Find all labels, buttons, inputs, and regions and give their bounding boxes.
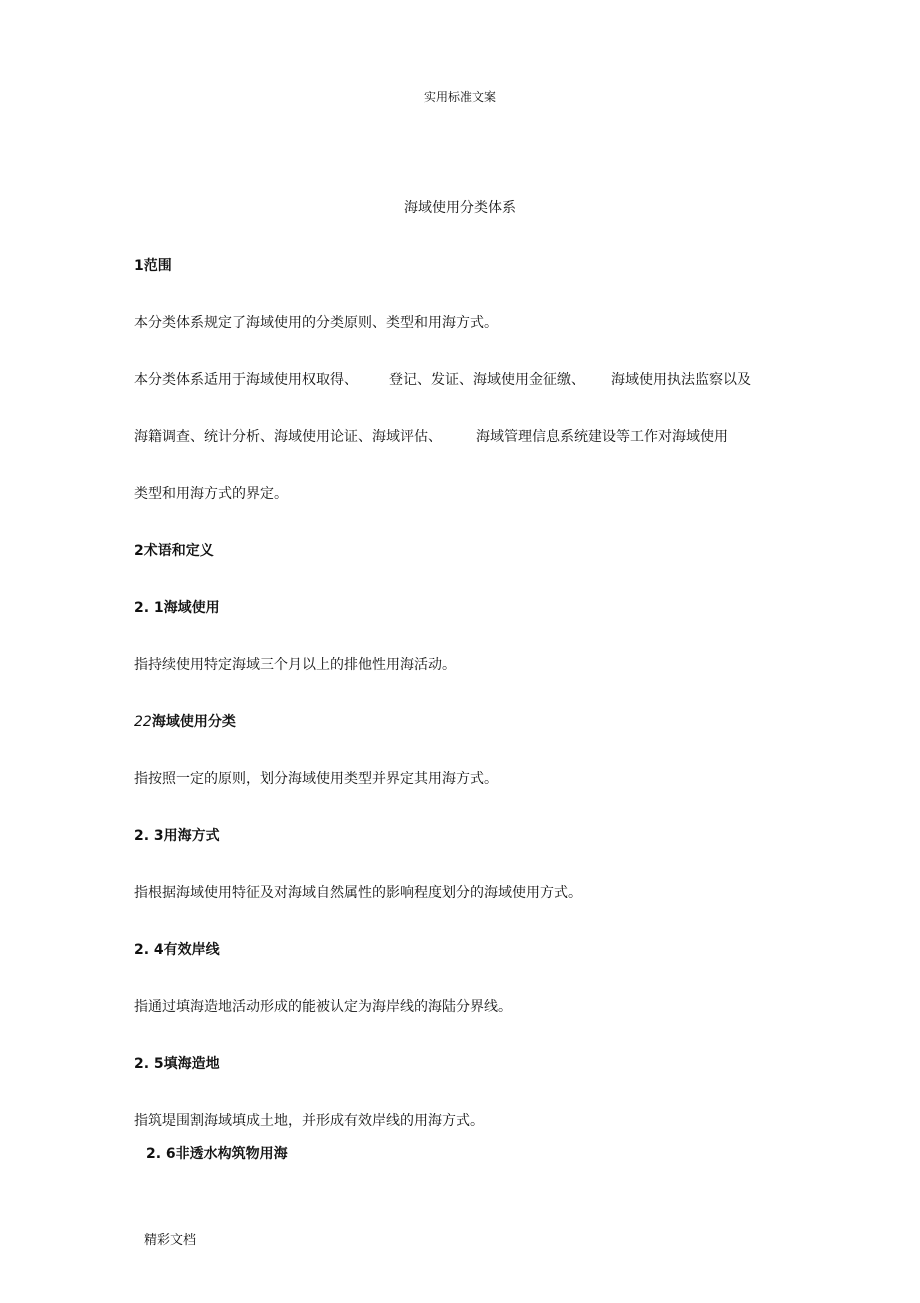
document-title: 海域使用分类体系 — [404, 200, 516, 216]
page-header: 实用标准文案 — [423, 90, 496, 104]
section-1-paragraph-3 — [134, 428, 728, 446]
paragraph-2-part-a: 本分类体系适用于海域使用权取得、 — [134, 372, 358, 388]
section-1-paragraph-2 — [134, 371, 751, 389]
section-2-4-heading: 2. 4有效岸线 — [134, 942, 220, 958]
paragraph-2-part-b: 登记、发证、海域使用金征缴、 — [389, 372, 585, 388]
section-1-paragraph-4: 类型和用海方式的界定。 — [134, 486, 288, 502]
section-2-5-text: 指筑堤围割海域填成土地，并形成有效岸线的用海方式。 — [134, 1113, 484, 1129]
section-1-paragraph-1: 本分类体系规定了海域使用的分类原则、类型和用海方式。 — [134, 315, 498, 331]
section-2-1-text: 指持续使用特定海域三个月以上的排他性用海活动。 — [134, 657, 456, 673]
section-2-2-text: 指按照一定的原则，划分海域使用类型并界定其用海方式。 — [134, 771, 498, 787]
page-footer: 精彩文档 — [144, 1233, 197, 1248]
section-2-2-title: 海域使用分类 — [151, 714, 236, 730]
paragraph-2-part-c: 海域使用执法监察以及 — [611, 372, 751, 388]
section-2-4-text: 指通过填海造地活动形成的能被认定为海岸线的海陆分界线。 — [134, 999, 512, 1015]
section-1-heading: 1范围 — [134, 258, 172, 274]
section-2-3-heading: 2. 3用海方式 — [134, 828, 220, 844]
section-2-2-number: 22 — [134, 714, 152, 730]
section-2-5-heading: 2. 5填海造地 — [134, 1056, 220, 1072]
section-2-6-heading: 2. 6非透水构筑物用海 — [146, 1146, 288, 1162]
paragraph-3-part-b: 海域管理信息系统建设等工作对海域使用 — [476, 429, 728, 445]
section-2-2-heading — [134, 713, 236, 731]
section-2-3-text: 指根据海域使用特征及对海域自然属性的影响程度划分的海域使用方式。 — [134, 885, 582, 901]
section-2-1-heading: 2. 1海域使用 — [134, 600, 220, 616]
section-2-heading: 2术语和定义 — [134, 543, 214, 559]
paragraph-3-part-a: 海籍调查、统计分析、海域使用论证、海域评估、 — [134, 429, 442, 445]
